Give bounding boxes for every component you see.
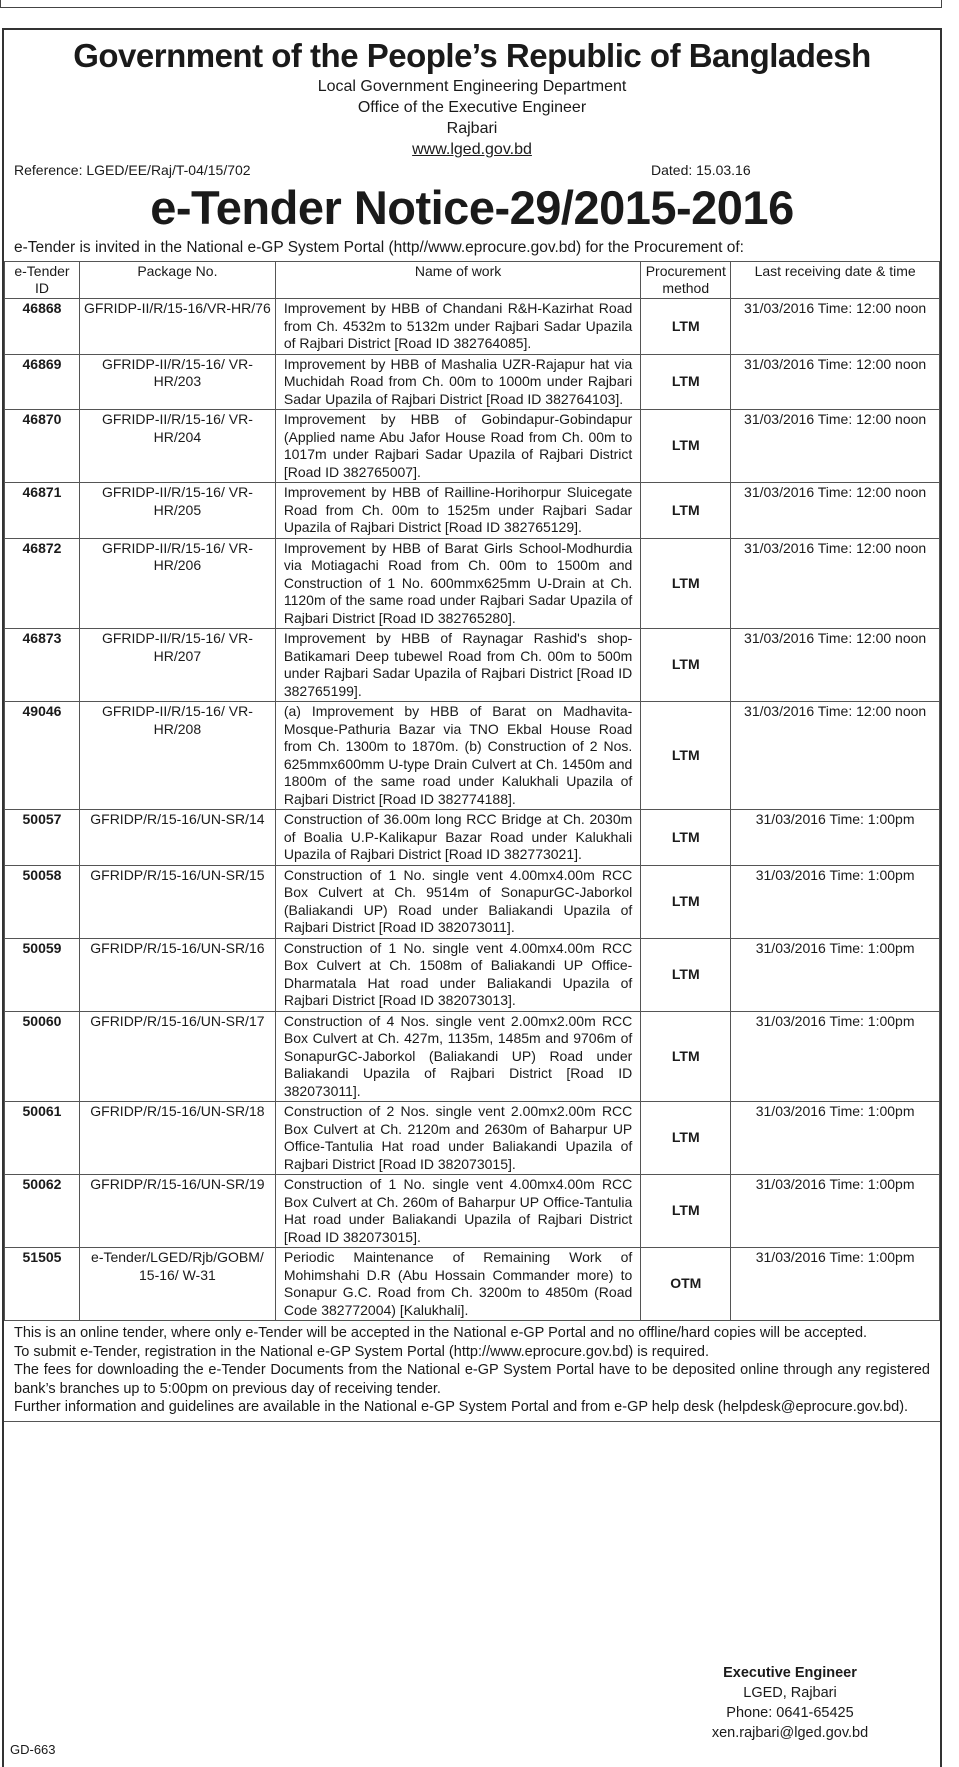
header-package-no: Package No. (79, 262, 275, 299)
receiving-date: 31/03/2016 Time: 12:00 noon (731, 410, 940, 483)
department-name: Local Government Engineering Department (317, 78, 627, 95)
tender-id: 49046 (5, 702, 80, 810)
procurement-method: LTM (641, 1175, 731, 1248)
notice-title: e-Tender Notice-29/2015-2016 (150, 181, 794, 234)
receiving-date: 31/03/2016 Time: 1:00pm (731, 938, 940, 1011)
table-row (5, 538, 940, 629)
work-description: Construction of 1 No. single vent 4.00mx4.00m RCC Box Culvert at Ch. 9514m of SonapurGC-Jaborkol (Baliakandi UP) Road under Baliakandi Upazila of Rajbari District [Road ID 382073011]. (275, 865, 640, 938)
table-row (5, 938, 940, 1011)
package-no: GFRIDP-II/R/15-16/ VR-HR/204 (79, 410, 275, 483)
table-row (5, 1102, 940, 1175)
procurement-method: LTM (641, 702, 731, 810)
receiving-date: 31/03/2016 Time: 1:00pm (731, 1011, 940, 1102)
package-no: GFRIDP/R/15-16/UN-SR/14 (79, 810, 275, 866)
receiving-date: 31/03/2016 Time: 1:00pm (731, 1175, 940, 1248)
date-label: Dated: 15.03.16 (651, 162, 751, 178)
signatory-org: LGED, Rajbari (743, 1685, 837, 1701)
package-no: GFRIDP-II/R/15-16/ VR-HR/208 (79, 702, 275, 810)
receiving-date: 31/03/2016 Time: 1:00pm (731, 810, 940, 866)
office-name: Office of the Executive Engineer (357, 99, 587, 116)
district-name: Rajbari (446, 120, 498, 137)
package-no: GFRIDP-II/R/15-16/ VR-HR/206 (79, 538, 275, 629)
receiving-date: 31/03/2016 Time: 1:00pm (731, 865, 940, 938)
procurement-method: OTM (641, 1248, 731, 1321)
tender-id: 46868 (5, 299, 80, 355)
work-description: Construction of 1 No. single vent 4.00mx4.00m RCC Box Culvert at Ch. 260m of Baharpur UP Office-Tantulia Hat road under Baliakandi Upazila of Rajbari District [Road ID 382073015]. (275, 1175, 640, 1248)
work-description: Construction of 36.00m long RCC Bridge at Ch. 2030m of Boalia U.P-Kalikapur Bazar Road under Kalukhali Upazila of Rajbari District [Road ID 382773021]. (275, 810, 640, 866)
tender-id: 50059 (5, 938, 80, 1011)
work-description: Improvement by HBB of Barat Girls School-Modhurdia via Motiagachi Road from Ch. 00m to 1500m and Construction of 1 No. 600mmx625mm U-Drain at Ch. 1120m of the same road under Rajbari Sadar Upazila of Rajbari District [Road ID 382765280]. (275, 538, 640, 629)
receiving-date: 31/03/2016 Time: 12:00 noon (731, 702, 940, 810)
tender-table (4, 261, 940, 1321)
reference-row (4, 160, 940, 180)
intro-text: e-Tender is invited in the National e-GP System Portal (http//www.eprocure.gov.bd) for the Procurement of: (14, 239, 744, 256)
notice-frame (2, 28, 942, 1767)
footer-note-helpdesk: Further information and guidelines are available in the National e-GP System Portal and from e-GP help desk (helpdesk@eprocure.gov.bd). (14, 1399, 909, 1415)
work-description: Improvement by HBB of Gobindapur-Gobindapur (Applied name Abu Jafor House Road from Ch. 00m to 1017m under Rajbari Sadar Upazila of Rajbari District [Road ID 382765007]. (275, 410, 640, 483)
footer-notes (4, 1321, 940, 1422)
table-row (5, 1011, 940, 1102)
package-no: GFRIDP-II/R/15-16/ VR-HR/207 (79, 629, 275, 702)
procurement-method: LTM (641, 483, 731, 539)
receiving-date: 31/03/2016 Time: 1:00pm (731, 1248, 940, 1321)
website-link[interactable]: www.lged.gov.bd (412, 141, 532, 158)
receiving-date: 31/03/2016 Time: 12:00 noon (731, 483, 940, 539)
table-row (5, 354, 940, 410)
gd-number: GD-663 (10, 1742, 56, 1757)
procurement-method: LTM (641, 354, 731, 410)
tender-id: 50062 (5, 1175, 80, 1248)
work-description: (a) Improvement by HBB of Barat on Madhavita-Mosque-Pathuria Bazar via TNO Ekbal House Road from Ch. 1300m to 1870m. (b) Construction of 2 Nos. 625mmx600mm U-type Drain Culvert at Ch. 1450m and 1800m of the same road under Kalukhali Upazila of Rajbari District [Road ID 382774188]. (275, 702, 640, 810)
procurement-method: LTM (641, 299, 731, 355)
tender-id: 46873 (5, 629, 80, 702)
tender-id: 46869 (5, 354, 80, 410)
tender-id: 50060 (5, 1011, 80, 1102)
work-description: Construction of 2 Nos. single vent 2.00mx2.00m RCC Box Culvert at Ch. 2120m and 2630m of Baharpur UP Office-Tantulia Hat road under Baliakandi Upazila of Rajbari District [Road ID 382073015]. (275, 1102, 640, 1175)
package-no: e-Tender/LGED/Rjb/GOBM/ 15-16/ W-31 (79, 1248, 275, 1321)
procurement-method: LTM (641, 938, 731, 1011)
header-tender-id: e-Tender ID (5, 262, 80, 299)
package-no: GFRIDP/R/15-16/UN-SR/18 (79, 1102, 275, 1175)
receiving-date: 31/03/2016 Time: 1:00pm (731, 1102, 940, 1175)
signatory-title: Executive Engineer (723, 1665, 857, 1681)
table-row (5, 410, 940, 483)
procurement-method: LTM (641, 810, 731, 866)
package-no: GFRIDP/R/15-16/UN-SR/16 (79, 938, 275, 1011)
table-row (5, 1248, 940, 1321)
table-row (5, 810, 940, 866)
procurement-method: LTM (641, 538, 731, 629)
work-description: Periodic Maintenance of Remaining Work of Mohimshahi D.R (Abu Hossain Commander more) to Sonapur G.C. Road from Ch. 3200m to 4850m (Road Code 382772004) [Kalukhali]. (275, 1248, 640, 1321)
table-row (5, 1175, 940, 1248)
receiving-date: 31/03/2016 Time: 12:00 noon (731, 354, 940, 410)
package-no: GFRIDP-II/R/15-16/ VR-HR/203 (79, 354, 275, 410)
procurement-method: LTM (641, 410, 731, 483)
footer-note-registration: To submit e-Tender, registration in the National e-GP System Portal (http://www.eprocure.gov.bd) is required. (14, 1343, 709, 1360)
package-no: GFRIDP/R/15-16/UN-SR/19 (79, 1175, 275, 1248)
package-no: GFRIDP-II/R/15-16/ VR-HR/205 (79, 483, 275, 539)
tender-id: 46872 (5, 538, 80, 629)
signatory-phone: Phone: 0641-65425 (726, 1705, 854, 1721)
tender-id: 46871 (5, 483, 80, 539)
table-row (5, 629, 940, 702)
procurement-method: LTM (641, 1102, 731, 1175)
receiving-date: 31/03/2016 Time: 12:00 noon (731, 629, 940, 702)
table-header-row (5, 262, 940, 299)
package-no: GFRIDP/R/15-16/UN-SR/15 (79, 865, 275, 938)
tender-id: 46870 (5, 410, 80, 483)
tender-id: 50058 (5, 865, 80, 938)
tender-id: 50057 (5, 810, 80, 866)
tender-id: 50061 (5, 1102, 80, 1175)
procurement-method: LTM (641, 629, 731, 702)
header (4, 36, 940, 160)
signatory-email[interactable]: xen.rajbari@lged.gov.bd (711, 1725, 869, 1741)
table-row (5, 702, 940, 810)
work-description: Construction of 4 Nos. single vent 2.00mx2.00m RCC Box Culvert at Ch. 427m, 1135m, 1485m and 9706m of SonapurGC-Jaborkol (Baliakandi UP) Road under Baliakandi Upazila of Rajbari District [Road ID 382073011]. (275, 1011, 640, 1102)
footer-note-fees: The fees for downloading the e-Tender Documents from the National e-GP System Portal have to be deposited online through any registered bank’s branches up to 5:00pm on previous day of receiving tender. (14, 1362, 930, 1397)
tender-id: 51505 (5, 1248, 80, 1321)
table-row (5, 483, 940, 539)
receiving-date: 31/03/2016 Time: 12:00 noon (731, 299, 940, 355)
receiving-date: 31/03/2016 Time: 12:00 noon (731, 538, 940, 629)
header-name-of-work: Name of work (275, 262, 640, 299)
government-title: Government of the People’s Republic of Bangladesh (73, 37, 871, 74)
top-border (0, 0, 942, 8)
table-row (5, 865, 940, 938)
work-description: Improvement by HBB of Raynagar Rashid's shop-Batikamari Deep tubewel Road from Ch. 00m to 500m under Rajbari Sadar Upazila of Rajbari District [Road ID 382765199]. (275, 629, 640, 702)
header-procurement-method: Procurement method (641, 262, 731, 299)
signature-block (700, 1663, 880, 1743)
work-description: Construction of 1 No. single vent 4.00mx4.00m RCC Box Culvert at Ch. 1508m of Baliakandi UP Office-Dharmatala Hat road under Baliakandi Upazila of Rajbari District [Road ID 382073013]. (275, 938, 640, 1011)
work-description: Improvement by HBB of Railline-Horihorpur Sluicegate Road from Ch. 00m to 1525m under Rajbari Sadar Upazila of Rajbari District [Road ID 382765129]. (275, 483, 640, 539)
table-row (5, 299, 940, 355)
work-description: Improvement by HBB of Mashalia UZR-Rajapur hat via Muchidah Road from Ch. 00m to 1000m under Rajbari Sadar Upazila of Rajbari District [Road ID 382764103]. (275, 354, 640, 410)
footer-note-online: This is an online tender, where only e-Tender will be accepted in the National e-GP Portal and no offline/hard copies will be accepted. (14, 1325, 868, 1341)
procurement-method: LTM (641, 1011, 731, 1102)
package-no: GFRIDP/R/15-16/UN-SR/17 (79, 1011, 275, 1102)
reference-number: Reference: LGED/EE/Raj/T-04/15/702 (14, 162, 251, 178)
procurement-method: LTM (641, 865, 731, 938)
work-description: Improvement by HBB of Chandani R&H-Kazirhat Road from Ch. 4532m to 5132m under Rajbari Sadar Upazila of Rajbari District [Road ID 382764085]. (275, 299, 640, 355)
package-no: GFRIDP-II/R/15-16/VR-HR/76 (79, 299, 275, 355)
header-last-receiving: Last receiving date & time (731, 262, 940, 299)
